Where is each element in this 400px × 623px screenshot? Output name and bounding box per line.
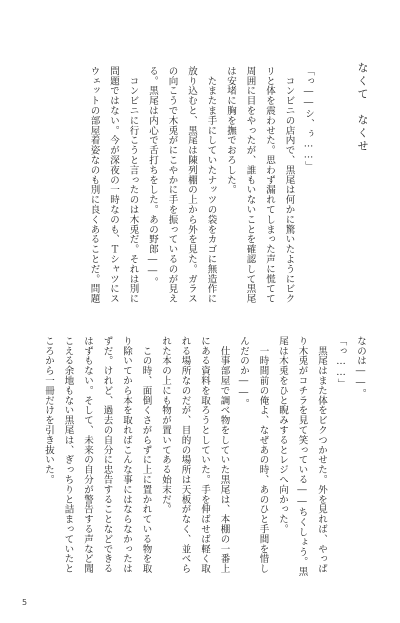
text-line: る。黒尾は内心で舌打ちをした。あの野郎――。 [147,66,158,287]
text-line: 周囲に目をやったが、誰もいないことを確認して黒尾 [244,66,256,304]
text-line: こえる余地もない黒尾は、ぎっちりと詰まっていたと [62,336,74,574]
text-line: り木兎がコチラを見て笑っている――ちくしょう。黒 [296,336,308,577]
text-line: れた本の上にも物が置いてある始末だ。 [160,336,171,515]
text-line: はずもない。そして、未来の自分が警告する声など聞 [82,336,93,574]
text-line: 放り込むと、黒尾は陳列棚の上から外を見た。ガラス [186,66,197,304]
lower-text-block [39,336,371,577]
text-line: は安堵に胸を撫でおろした。 [225,66,236,195]
text-line: にある資料を取ろうとしていた。手を伸ばせば軽く取 [199,336,210,574]
upper-text-block [84,66,318,304]
text-line: ずだ。けれど、過去の自分に忠告することなどできる [101,336,113,574]
text-line: ウェットの部屋着姿なのも別に良くあることだ。問題 [88,66,100,304]
text-line: リと体を震わせた。思わず漏れてしまった声に慌てて [264,66,275,304]
text-line: たまたま手にしていたナッツの袋をカゴに無造作に [205,66,217,304]
text-line: 黒尾はまた体をビクつかせた。外を見れば、やっぱ [316,336,327,574]
text-line: の向こうで木兎がにこやかに手を振っているのが見え [166,66,178,304]
text-line: 一時間前の俺よ、なぜあの時、あのひと手間を惜し [257,336,269,574]
text-line: コンビニの店内で、黒尾は何かに驚いたようにビク [283,66,295,304]
text-line: 問題ではない。今が深夜の一時なのも、Ｔシャツにス [108,66,119,304]
text-line: り除いてから本を取ればこんな事にはならなかったは [121,336,132,574]
text-line: この時、面倒くさがらずに上に置かれている物を取 [140,336,152,574]
text-line: んだのか――。 [238,336,249,409]
chapter-title: なくて なくせ [356,62,369,153]
text-line: 仕事部屋で調べ物をしていた黒尾は、本棚の一番上 [218,336,230,574]
text-line: れる場所なのだが、目的の場所は天板がなく、並べら [179,336,191,574]
page-number: 5 [22,598,28,607]
text-line: 尾は木兎をひと睨みするとレジへ向かった。 [277,336,288,534]
text-line: 「っ――シ、ぅ……」 [303,66,314,171]
text-line: コンビニに行こうと言ったのは木兎だ。それは別に [127,66,139,304]
text-line: ころから一冊だけを引き抜いた。 [43,336,54,485]
text-line: なのは――。 [355,336,366,399]
text-line: 「っ……」 [335,336,347,389]
